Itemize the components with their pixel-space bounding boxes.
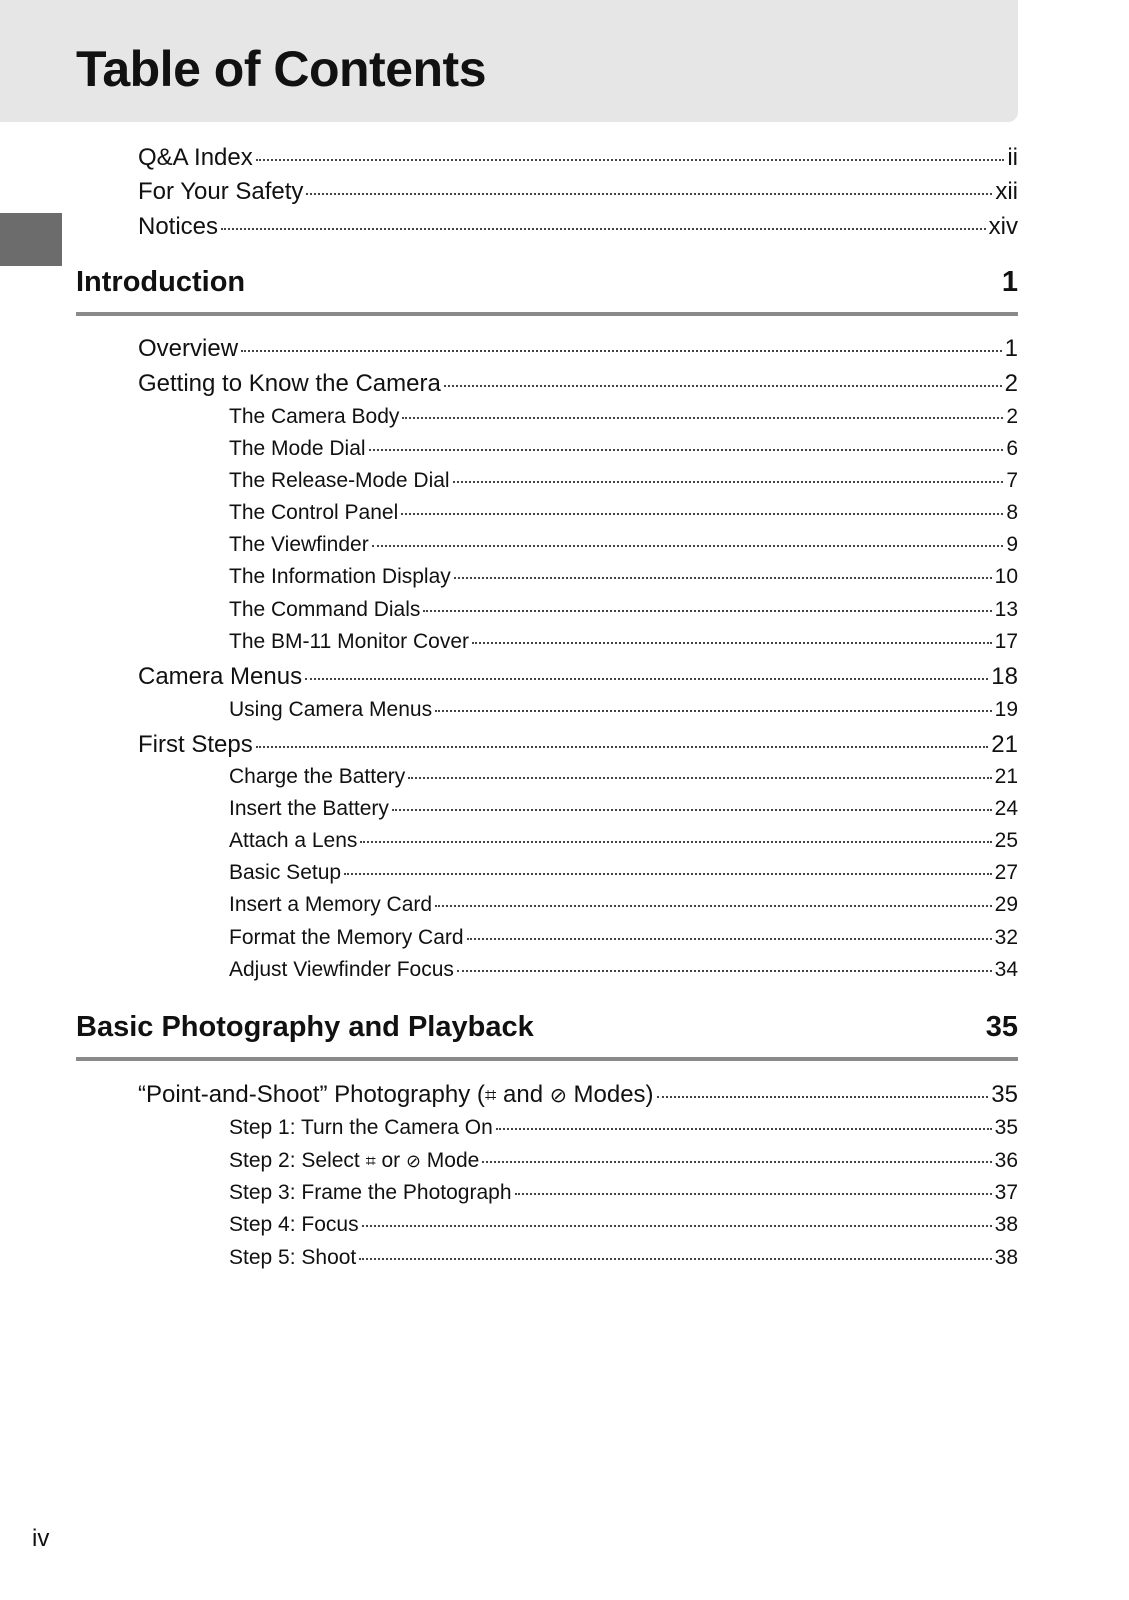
leader-dots [241, 350, 1002, 352]
leader-dots [453, 481, 1004, 483]
toc-entry-label: The Viewfinder [229, 533, 369, 556]
toc-page-number: 8 [1006, 501, 1018, 524]
toc-entry-label: Adjust Viewfinder Focus [229, 958, 454, 981]
toc-entry-label: Step 3: Frame the Photograph [229, 1181, 512, 1204]
toc-entry-label: Using Camera Menus [229, 698, 433, 721]
toc-entry-label: Insert a Memory Card [229, 893, 433, 916]
toc-page-number: 38 [994, 1213, 1018, 1236]
section-page-number: 1 [1001, 266, 1018, 298]
section-rule [76, 1057, 1018, 1061]
section-heading-basic-photography[interactable] [76, 1013, 1018, 1042]
toc-entry-getting-to-know[interactable] [138, 372, 1018, 396]
toc-entry-label [138, 1083, 654, 1107]
toc-subentry-step-2[interactable] [229, 1150, 1018, 1171]
toc-page-number: 6 [1006, 437, 1018, 460]
leader-dots [372, 545, 1004, 547]
toc-subentry-insert-battery[interactable] [229, 798, 1018, 819]
toc-entry-label: Notices [138, 213, 219, 240]
toc-page-number: 17 [994, 630, 1018, 653]
footer-page-number: iv [32, 1525, 50, 1552]
auto-mode-icon: ⌗ [484, 1083, 497, 1107]
toc-subentry-step-3[interactable] [229, 1182, 1018, 1203]
label-part: “Point-and-Shoot” Photography ( [138, 1081, 485, 1108]
leader-dots [359, 1258, 991, 1260]
leader-dots [408, 777, 991, 779]
toc-subentry-adjust-viewfinder-focus[interactable] [229, 959, 1018, 980]
toc-entry-label: The BM-11 Monitor Cover [229, 630, 470, 653]
toc-page-number: 10 [994, 565, 1018, 588]
toc-page-number: 36 [994, 1149, 1018, 1172]
toc-subentry-control-panel[interactable] [229, 502, 1018, 523]
toc-page-number: 38 [994, 1246, 1018, 1269]
toc-subentry-monitor-cover[interactable] [229, 631, 1018, 652]
label-part: Mode [420, 1149, 480, 1172]
toc-page-number: ii [1007, 144, 1018, 171]
toc-entry-label: The Command Dials [229, 598, 421, 621]
toc-subentry-format-memory-card[interactable] [229, 927, 1018, 948]
label-part: Step 2: Select [229, 1149, 366, 1172]
flash-off-mode-icon: ⊘ [405, 1151, 421, 1172]
section-title: Introduction [76, 266, 246, 298]
leader-dots [401, 513, 1003, 515]
leader-dots [392, 809, 992, 811]
toc-entry-label: The Control Panel [229, 501, 399, 524]
toc-subentry-step-5[interactable] [229, 1247, 1018, 1268]
toc-entry-label: The Information Display [229, 565, 451, 588]
toc-page-number: 19 [994, 698, 1018, 721]
toc-subentry-basic-setup[interactable] [229, 862, 1018, 883]
toc-entry-label: Charge the Battery [229, 765, 406, 788]
toc-entry-label: For Your Safety [138, 178, 304, 205]
toc-entry-label: The Release-Mode Dial [229, 469, 450, 492]
toc-entry-label: Step 5: Shoot [229, 1246, 357, 1269]
leader-dots [344, 873, 992, 875]
toc-entry-point-and-shoot[interactable] [138, 1083, 1018, 1107]
toc-page-number: 2 [1006, 405, 1018, 428]
toc-entry-label: First Steps [138, 731, 253, 758]
toc-entry-qa-index[interactable] [138, 146, 1018, 170]
toc-entry-for-your-safety[interactable] [138, 180, 1018, 204]
leader-dots [369, 449, 1004, 451]
toc-page-number: 13 [994, 598, 1018, 621]
toc-page-number: 21 [994, 765, 1018, 788]
leader-dots [423, 610, 991, 612]
toc-entry-notices[interactable] [138, 215, 1018, 239]
page-title: Table of Contents [76, 41, 487, 97]
leader-dots [435, 710, 992, 712]
leader-dots [305, 678, 988, 680]
toc-page-number: 27 [994, 861, 1018, 884]
toc-subentry-step-4[interactable] [229, 1214, 1018, 1235]
toc-page-number: 35 [991, 1081, 1018, 1108]
toc-entry-label: Step 4: Focus [229, 1213, 359, 1236]
toc-entry-overview[interactable] [138, 337, 1018, 361]
leader-dots [221, 228, 986, 230]
toc-page-number: xii [995, 178, 1018, 205]
toc-entry-label: Format the Memory Card [229, 926, 464, 949]
toc-entry-label: The Mode Dial [229, 437, 366, 460]
toc-entry-label: Q&A Index [138, 144, 253, 171]
toc-subentry-information-display[interactable] [229, 566, 1018, 587]
chapter-tab-marker [0, 213, 62, 266]
toc-subentry-mode-dial[interactable] [229, 438, 1018, 459]
toc-page-number: 18 [991, 663, 1018, 690]
label-part: Modes) [566, 1081, 654, 1108]
section-heading-introduction[interactable] [76, 268, 1018, 297]
toc-subentry-using-camera-menus[interactable] [229, 699, 1018, 720]
toc-page-number: 9 [1006, 533, 1018, 556]
toc-subentry-attach-lens[interactable] [229, 830, 1018, 851]
leader-dots [306, 193, 992, 195]
label-part: and [496, 1081, 550, 1108]
auto-mode-icon: ⌗ [365, 1151, 376, 1172]
leader-dots [444, 385, 1002, 387]
toc-entry-label: Step 1: Turn the Camera On [229, 1116, 493, 1139]
toc-page-number: 7 [1006, 469, 1018, 492]
toc-subentry-camera-body[interactable] [229, 406, 1018, 427]
leader-dots [657, 1096, 989, 1098]
section-title: Basic Photography and Playback [76, 1011, 534, 1043]
toc-subentry-step-1[interactable] [229, 1117, 1018, 1138]
toc-subentry-viewfinder[interactable] [229, 534, 1018, 555]
leader-dots [256, 746, 989, 748]
toc-subentry-insert-memory-card[interactable] [229, 894, 1018, 915]
leader-dots [515, 1193, 992, 1195]
toc-page-number: 35 [994, 1116, 1018, 1139]
toc-entry-label: Basic Setup [229, 861, 342, 884]
title-band [0, 0, 1018, 122]
toc-page-number: 29 [994, 893, 1018, 916]
toc-entry-label: Overview [138, 335, 239, 362]
leader-dots [454, 577, 992, 579]
toc-page-number: xiv [988, 213, 1018, 240]
toc-page-number: 2 [1004, 370, 1018, 397]
leader-dots [362, 1225, 992, 1227]
flash-off-mode-icon: ⊘ [549, 1083, 567, 1107]
toc-entry-first-steps[interactable] [138, 733, 1018, 757]
toc-entry-label: Getting to Know the Camera [138, 370, 441, 397]
toc-page-number: 1 [1004, 335, 1018, 362]
leader-dots [467, 938, 992, 940]
toc-entry-label: The Camera Body [229, 405, 400, 428]
toc-page-number: 37 [994, 1181, 1018, 1204]
label-part: or [375, 1149, 406, 1172]
toc-subentry-command-dials[interactable] [229, 599, 1018, 620]
toc-subentry-release-mode-dial[interactable] [229, 470, 1018, 491]
toc-subentry-charge-battery[interactable] [229, 766, 1018, 787]
toc-page-number: 34 [994, 958, 1018, 981]
leader-dots [482, 1161, 991, 1163]
leader-dots [402, 417, 1003, 419]
toc-entry-label: Insert the Battery [229, 797, 389, 820]
toc-entry-label: Attach a Lens [229, 829, 358, 852]
toc-page-number: 24 [994, 797, 1018, 820]
toc-page-number: 25 [994, 829, 1018, 852]
leader-dots [256, 159, 1005, 161]
toc-entry-label [229, 1150, 479, 1171]
toc-entry-label: Camera Menus [138, 663, 303, 690]
leader-dots [457, 970, 992, 972]
leader-dots [360, 841, 991, 843]
section-rule [76, 312, 1018, 316]
toc-entry-camera-menus[interactable] [138, 665, 1018, 689]
leader-dots [472, 642, 992, 644]
leader-dots [496, 1128, 992, 1130]
toc-page-number: 32 [994, 926, 1018, 949]
toc-page-number: 21 [991, 731, 1018, 758]
leader-dots [435, 905, 992, 907]
section-page-number: 35 [985, 1011, 1018, 1043]
